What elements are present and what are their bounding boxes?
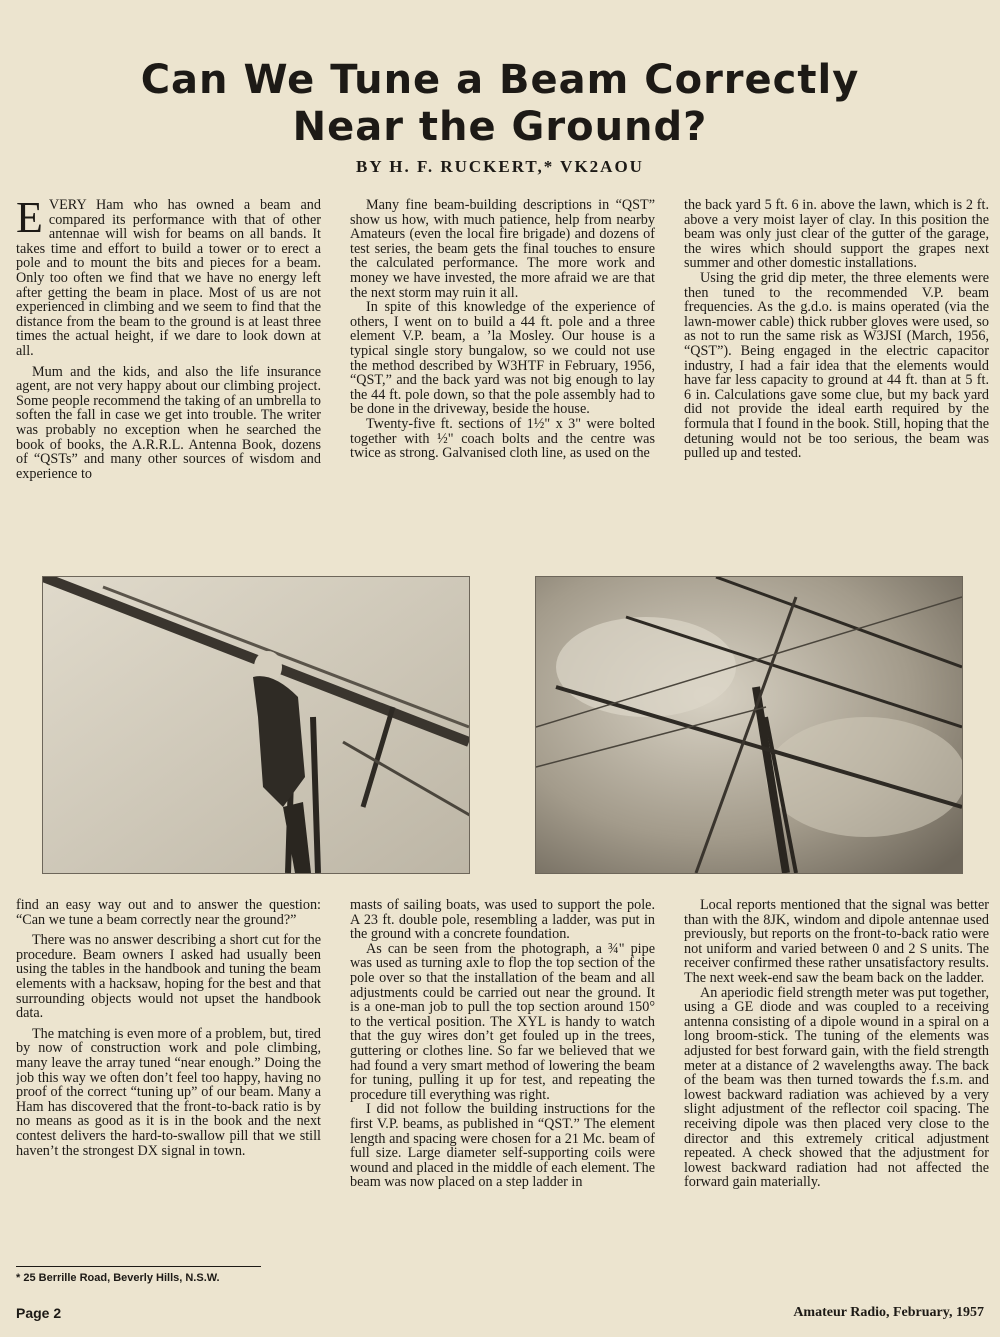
- issue-label: Amateur Radio, February, 1957: [793, 1305, 984, 1320]
- drop-cap: E: [16, 198, 43, 242]
- author-footnote: * 25 Berrille Road, Beverly Hills, N.S.W.: [16, 1272, 220, 1284]
- column-2-top: [350, 198, 655, 548]
- column-1-bottom: [16, 898, 321, 1290]
- paragraph: masts of sailing boats, was used to support the pole. A 23 ft. double pole, resembling a ladder, was put in the ground with a concrete foundation.: [350, 898, 655, 943]
- photo-illustration: [536, 577, 962, 873]
- paragraph: [16, 198, 321, 359]
- paragraph-text: VERY Ham who has owned a beam and compared its performance with that of other antennae will wish for beams on all bands. It takes time and effort to build a tower or to erect a pole and to mount the bits and pieces for a beam. Only too often we find that we have no energy left after getting the beam in place. Most of us are not experienced in climbing and we seem to find that the distance from the beam to the ground is at least three times the actual height, if we dare to look down at all.: [16, 198, 321, 359]
- paragraph: I did not follow the building instructions for the first V.P. beams, as published in “QST.” The element length and spacing were chosen for a 21 Mc. beam of full size. Large diameter self-supporting coils were wound and placed in the middle of each element. The beam was now placed on a step ladder in: [350, 1101, 655, 1191]
- paragraph: Twenty-five ft. sections of 1½" x 3" were bolted together with ½" coach bolts and the centre was twice as strong. Galvanised cloth line, as used on the: [350, 415, 655, 462]
- paragraph: In spite of this knowledge of the experience of others, I went on to build a 44 ft. pole and a three element V.P. beam, a ’la Mosley. Our house is a typical single story bungalow, so we could not use the method described by W3HTF in February, 1956, “QST,” and the back yard was not big enough to lay the 44 ft. pole down, so that the pole assembly had to be done in the driveway, beside the house.: [350, 299, 655, 418]
- paragraph: Many fine beam-building descriptions in “QST” show us how, with much patience, help from nearby Amateurs (even the local fire brigade) and dozens of test series, the beam gets the final touches to ensure the calculated performance. The more work and money we have invested, the more afraid we are that the next storm may ruin it all.: [350, 198, 655, 301]
- paragraph: The matching is even more of a problem, but, tired by now of construction work and pole climbing, many leave the array tuned “near enough.” Doing the job this way we often don’t feel too happy, having no proof of the correct “tuning up” of our beam. Many a Ham has discovered that the front-to-back ratio is by no means as good as it is in the book and the next contest delivers the hard-to-swallow pill that we still haven’t the strongest DX signal in town.: [16, 1025, 321, 1159]
- paragraph: There was no answer describing a short cut for the procedure. Beam owners I asked had usually been using the tables in the handbook and tuning the beam elements with a hacksaw, hoping for the best and that surrounding objects would not upset the handbook data.: [16, 932, 321, 1022]
- paragraph: An aperiodic field strength meter was put together, using a GE diode and was coupled to a receiving antenna consisting of a dipole wound in a spiral on a long broom-stick. The tuning of the elements was adjusted for best forward gain, with the field strength meter at a distance of 2 wavelengths away. The back of the beam was then turned towards the f.s.m. and lowest backward radiation was achieved by a very slight adjustment of the reflector coil spacing. The receiving dipole was then placed very close to the director and this extremely critical adjustment repeated. A check showed that the adjustment for lowest backward radiation had not affected the forward gain materially.: [684, 984, 989, 1191]
- photo-man-on-ladder-with-beam: [42, 576, 470, 874]
- paragraph: the back yard 5 ft. 6 in. above the lawn, which is 2 ft. above a very moist layer of clay. In this position the beam was only just clear of the gutter of the garage, the wires which should support the grapes next summer and other domestic installations.: [684, 198, 989, 272]
- page-number: Page 2: [16, 1305, 62, 1321]
- paragraph: Local reports mentioned that the signal was better than with the 8JK, windom and dipole antennae used previously, but reports on the front-to-back ratio were not uniform and varied between 0 and 2 S units. The receiver confirmed these rather unsatisfactory results. The next week-end saw the beam back on the ladder.: [684, 898, 989, 986]
- photo-beam-antenna-sky: [535, 576, 963, 874]
- article-title-line-1: Can We Tune a Beam Correctly: [140, 57, 860, 103]
- column-3-top: [684, 198, 989, 548]
- paragraph: find an easy way out and to answer the question: “Can we tune a beam correctly near the ground?”: [16, 898, 321, 928]
- paragraph: Using the grid dip meter, the three elements were then tuned to the recommended V.P. beam frequencies. As the g.d.o. is mains operated (via the lawn-mower cable) thick rubber gloves were used, so as not to run the same risk as W3JSI (March, 1956, “QST”). Being engaged in the electric capacitor industry, I had a fair idea that the elements would have far less capacity to ground at 44 ft. than at 5 ft. 6 in. Calculations gave some clue, but my back yard did not provide the ideal earth required by the formula that I found in the book. Still, hoping that the detuning would not be too serious, the beam was pulled up and tested.: [684, 269, 989, 462]
- paragraph: As can be seen from the photograph, a ¾" pipe was used as turning axle to flop the top section of the pole over so that the installation of the beam and all adjustments could be carried out near the ground. It is a one-man job to pull the top section around 150° to the vertical position. The XYL is handy to watch that the guy wires don’t get fouled up in the trees, guttering or clothes line. So far we believed that we had found a very smart method of lowering the beam for tuning, pulling it up for test, and repeating the procedure till everything was right.: [350, 940, 655, 1103]
- footnote-divider: [16, 1266, 261, 1267]
- column-2-bottom: [350, 898, 655, 1290]
- byline: BY H. F. RUCKERT,* VK2AOU: [356, 157, 644, 176]
- column-3-bottom: [684, 898, 989, 1290]
- photo-illustration: [43, 577, 469, 873]
- column-1-top: [16, 198, 321, 548]
- paragraph: Mum and the kids, and also the life insurance agent, are not very happy about our climbing project. Some people recommend the taking of an umbrella to soften the fall in case we get into trouble. The writer was probably no exception when he searched the book of books, the A.R.R.L. Antenna Book, dozens of “QSTs” and many other sources of wisdom and experience to: [16, 363, 321, 482]
- article-title-line-2: Near the Ground?: [292, 104, 708, 150]
